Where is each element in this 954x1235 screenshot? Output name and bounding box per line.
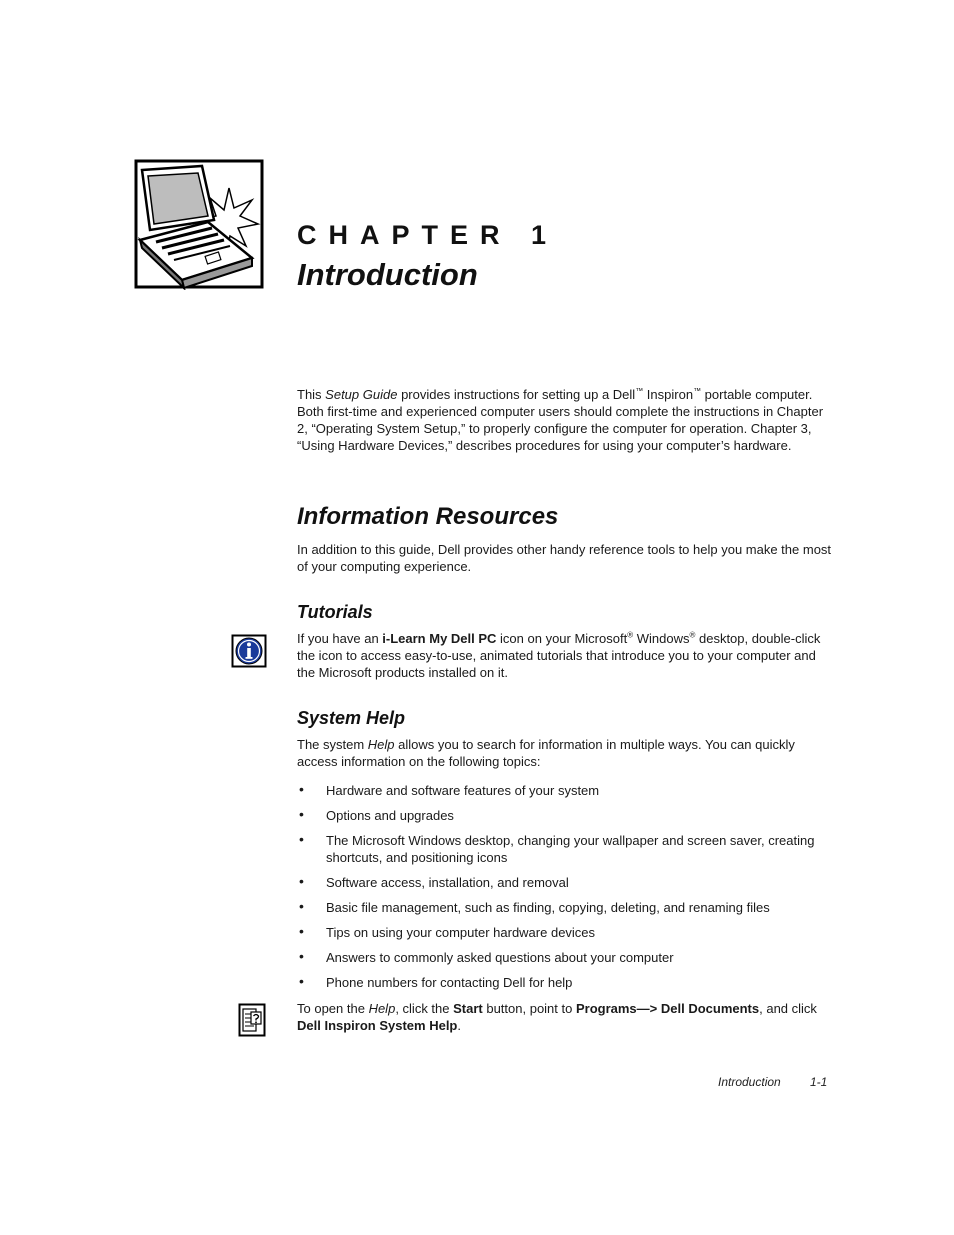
chapter-title: Introduction: [297, 257, 478, 292]
bullet: •: [299, 781, 304, 797]
subheading-system-help: System Help: [297, 708, 406, 728]
bullet: •: [299, 973, 304, 989]
list-item: • Basic file management, such as finding, copying, deleting, and renaming files: [299, 898, 770, 915]
list-item: • Options and upgrades: [299, 806, 454, 823]
intro-paragraph: This Setup Guide provides instructions for setting up a Dell™ Inspiron™ portable computer. Both first-time and experienced computer users should complete the instructions in Chapter 2, “Operating System Setup,” to properly configure the computer for operation. Chapter 3, “Using Hardware Devices,” describes procedures for using your computer’s hardware.: [297, 386, 824, 453]
list-item: • Answers to commonly asked questions about your computer: [299, 948, 674, 965]
list-item: • Software access, installation, and removal: [299, 873, 569, 890]
list-item: • The Microsoft Windows desktop, changing your wallpaper and screen saver, creating shortcuts, and positioning icons: [299, 831, 815, 865]
footer-section-name: Introduction: [718, 1075, 781, 1089]
info-icon: [231, 634, 267, 668]
open-help-paragraph: To open the Help, click the Start button, point to Programs—> Dell Documents, and click Dell Inspiron System Help.: [297, 1001, 817, 1033]
laptop-icon: [134, 158, 264, 290]
list-item: • Hardware and software features of your system: [299, 781, 600, 798]
bullet: •: [299, 806, 304, 822]
bullet: •: [299, 923, 304, 939]
tutorials-paragraph: If you have an i-Learn My Dell PC icon on your Microsoft® Windows® desktop, double-click the icon to access easy-to-use, animated tutorials that introduce you to your computer and the Microsoft products installed on it.: [297, 630, 821, 680]
list-item: • Phone numbers for contacting Dell for help: [299, 973, 573, 990]
topics-list: [297, 782, 827, 999]
list-item: • Tips on using your computer hardware devices: [299, 923, 596, 940]
chapter-label: CHAPTER 1: [297, 220, 559, 250]
subheading-tutorials: Tutorials: [297, 602, 373, 622]
notepad-help-icon: [238, 1003, 266, 1037]
footer-page-number: 1-1: [810, 1075, 828, 1089]
bullet: •: [299, 898, 304, 914]
bullet: •: [299, 948, 304, 964]
system-help-paragraph: The system Help allows you to search for information in multiple ways. You can quickly access information on the following topics:: [297, 737, 795, 769]
info-resources-paragraph: In addition to this guide, Dell provides other handy reference tools to help you make the most of your computing experience.: [297, 542, 832, 574]
bullet: •: [299, 831, 304, 847]
section-heading-information-resources: Information Resources: [297, 503, 559, 530]
bullet: •: [299, 873, 304, 889]
